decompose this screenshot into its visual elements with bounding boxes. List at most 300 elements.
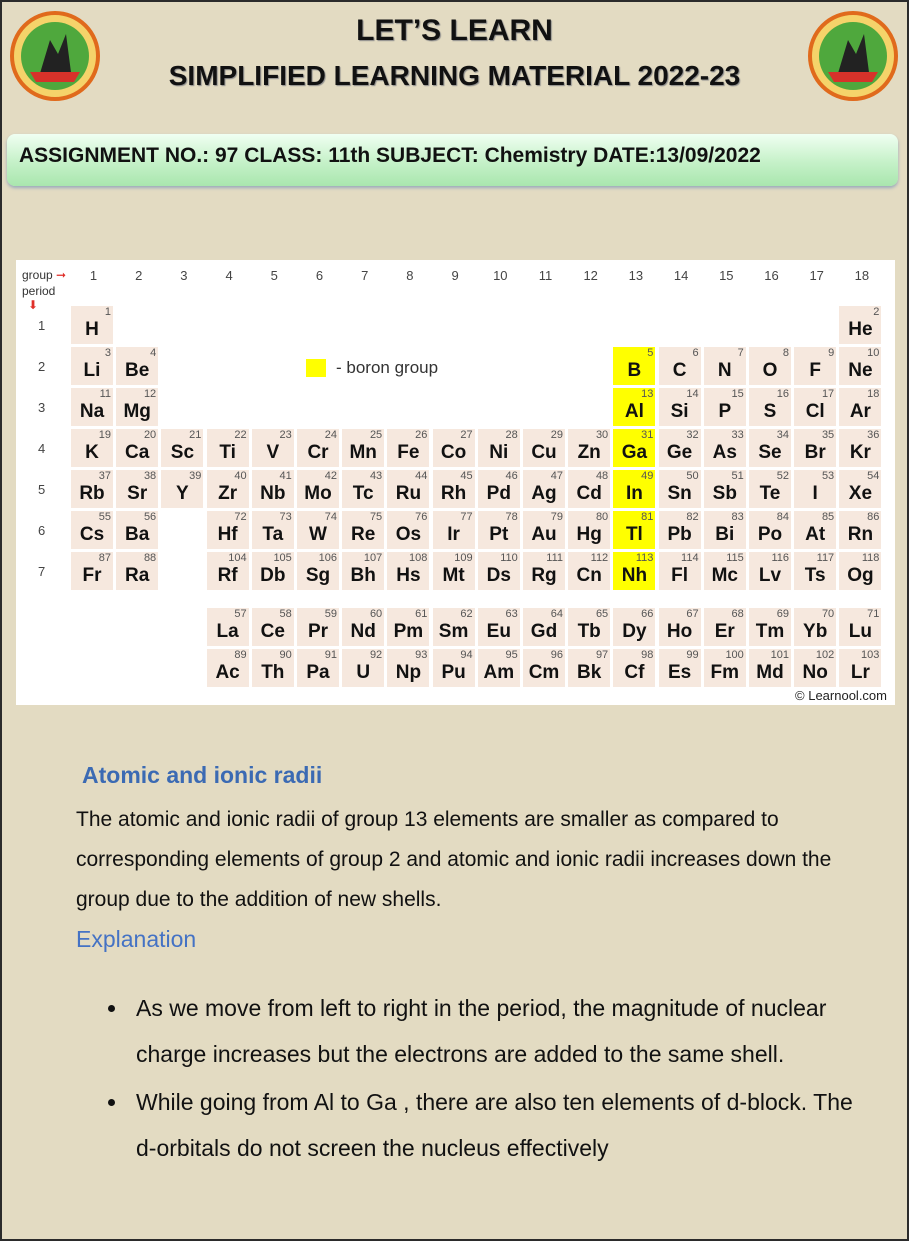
element-symbol: Ds: [486, 565, 511, 586]
credit-text: © Learnool.com: [795, 688, 887, 703]
element-symbol: Ta: [262, 524, 284, 545]
element-symbol: Cm: [528, 662, 560, 683]
element-cell-kr: [839, 429, 881, 467]
element-symbol: Ge: [666, 442, 693, 463]
legend-swatch: [306, 359, 326, 377]
section-heading: Atomic and ionic radii: [82, 762, 323, 788]
element-cell-zr: [207, 470, 249, 508]
atomic-number: 7: [737, 347, 744, 359]
atomic-number: 52: [776, 470, 789, 482]
element-symbol: Ho: [666, 621, 693, 642]
atomic-number: 44: [415, 470, 428, 482]
periodic-table: [16, 260, 895, 705]
element-cell-md: [749, 649, 791, 687]
element-symbol: Sg: [305, 565, 331, 586]
element-symbol: Sr: [127, 483, 148, 504]
atomic-number: 110: [500, 552, 518, 564]
element-symbol: La: [216, 621, 239, 642]
element-symbol: Pd: [486, 483, 511, 504]
element-cell-sm: [433, 608, 475, 646]
group-number: 12: [583, 268, 598, 283]
atomic-number: 118: [861, 552, 880, 564]
element-cell-ne: [839, 347, 881, 385]
group-label: group ➞: [22, 268, 67, 282]
atomic-number: 79: [550, 511, 563, 523]
group-number: 9: [451, 268, 459, 283]
atomic-number: 37: [98, 470, 111, 482]
list-item: [76, 1079, 866, 1171]
bullet-icon: [108, 1005, 115, 1012]
atomic-number: 62: [460, 608, 473, 620]
period-number: 7: [38, 564, 46, 579]
element-symbol: Am: [483, 662, 515, 683]
element-cell-u: [342, 649, 384, 687]
atomic-number: 29: [550, 429, 563, 441]
atomic-number: 5: [647, 347, 654, 359]
element-symbol: Zr: [218, 483, 238, 504]
element-symbol: I: [812, 483, 818, 504]
element-cell-in: [613, 470, 655, 508]
atomic-number: 17: [821, 388, 835, 400]
element-symbol: In: [625, 483, 643, 504]
element-cell-co: [433, 429, 475, 467]
element-cell-nd: [342, 608, 384, 646]
atomic-number: 80: [595, 511, 609, 523]
element-symbol: Lv: [758, 565, 782, 586]
element-symbol: Og: [847, 565, 874, 586]
atomic-number: 9: [828, 347, 835, 359]
atomic-number: 82: [686, 511, 699, 523]
element-cell-br: [794, 429, 836, 467]
element-symbol: Nb: [260, 483, 286, 504]
element-symbol: Si: [670, 401, 689, 422]
element-symbol: Ag: [531, 483, 557, 504]
element-cell-cu: [523, 429, 565, 467]
atomic-number: 36: [867, 429, 880, 441]
element-cell-pb: [659, 511, 701, 549]
atomic-number: 60: [369, 608, 383, 620]
element-cell-cf: [613, 649, 655, 687]
atomic-number: 65: [595, 608, 609, 620]
element-cell-pt: [478, 511, 520, 549]
arrow-right-icon: ➞: [56, 268, 67, 282]
list-item-text: While going from Al to Ga , there are also ten elements of d-block. The d-orbitals do not screen the nucleus effectively: [136, 1089, 853, 1161]
element-cell-o: [749, 347, 791, 385]
element-symbol: Be: [125, 360, 150, 381]
element-cell-rf: [207, 552, 249, 590]
element-symbol: Se: [758, 442, 782, 463]
atomic-number: 103: [861, 649, 880, 661]
element-cell-he: [839, 306, 881, 344]
atomic-number: 98: [641, 649, 654, 661]
element-cell-fm: [704, 649, 746, 687]
element-cell-hf: [207, 511, 249, 549]
atomic-number: 42: [324, 470, 337, 482]
atomic-number: 111: [546, 552, 563, 564]
atomic-number: 11: [99, 388, 111, 400]
element-cell-n: [704, 347, 746, 385]
element-symbol: Ti: [219, 442, 236, 463]
element-cell-ta: [252, 511, 294, 549]
atomic-number: 70: [821, 608, 835, 620]
atomic-number: 84: [776, 511, 789, 523]
element-symbol: Xe: [848, 483, 873, 504]
atomic-number: 72: [234, 511, 247, 523]
element-symbol: Lr: [850, 662, 870, 683]
element-symbol: Pu: [441, 662, 466, 683]
atomic-number: 114: [681, 552, 699, 564]
explanation-label: Explanation: [76, 926, 197, 952]
atomic-number: 41: [279, 470, 292, 482]
atomic-number: 77: [460, 511, 473, 523]
period-label: period: [22, 284, 56, 298]
group-number: 8: [406, 268, 414, 283]
element-cell-ir: [433, 511, 475, 549]
atomic-number: 104: [228, 552, 247, 564]
element-cell-s: [749, 388, 791, 426]
atomic-number: 8: [782, 347, 789, 359]
element-symbol: B: [627, 360, 642, 381]
atomic-number: 112: [590, 552, 609, 564]
element-symbol: Rf: [217, 565, 238, 586]
element-cell-cm: [523, 649, 565, 687]
element-cell-as: [704, 429, 746, 467]
atomic-number: 117: [816, 552, 835, 564]
list-item: [76, 985, 866, 1077]
element-symbol: Hg: [576, 524, 602, 545]
element-symbol: Te: [759, 483, 781, 504]
atomic-number: 26: [415, 429, 428, 441]
element-symbol: Co: [440, 442, 467, 463]
atomic-number: 48: [595, 470, 609, 482]
element-symbol: Pt: [489, 524, 509, 545]
atomic-number: 58: [279, 608, 292, 620]
atomic-number: 94: [460, 649, 473, 661]
element-symbol: Rh: [440, 483, 467, 504]
element-cell-ni: [478, 429, 520, 467]
element-cell-ts: [794, 552, 836, 590]
element-cell-bk: [568, 649, 610, 687]
atomic-number: 55: [98, 511, 111, 523]
element-symbol: Cd: [576, 483, 602, 504]
element-symbol: Tm: [755, 621, 785, 642]
element-symbol: Kr: [849, 442, 871, 463]
page-subtitle: SIMPLIFIED LEARNING MATERIAL 2022-23: [168, 60, 741, 91]
element-cell-er: [704, 608, 746, 646]
element-cell-cs: [71, 511, 113, 549]
element-cell-rb: [71, 470, 113, 508]
element-cell-li: [71, 347, 113, 385]
element-symbol: Ne: [848, 360, 873, 381]
element-symbol: Po: [757, 524, 783, 545]
atomic-number: 16: [776, 388, 789, 400]
element-symbol: No: [802, 662, 828, 683]
element-symbol: Pr: [307, 621, 329, 642]
element-symbol: Sm: [438, 621, 469, 642]
element-cell-ce: [252, 608, 294, 646]
element-cell-sg: [297, 552, 339, 590]
element-cell-zn: [568, 429, 610, 467]
atomic-number: 83: [731, 511, 744, 523]
atomic-number: 54: [867, 470, 880, 482]
atomic-number: 89: [234, 649, 247, 661]
atomic-number: 63: [505, 608, 518, 620]
element-symbol: Dy: [622, 621, 647, 642]
element-cell-mg: [116, 388, 158, 426]
atomic-number: 93: [415, 649, 428, 661]
group-number: 11: [538, 268, 553, 283]
atomic-number: 46: [505, 470, 518, 482]
period-number: 1: [38, 318, 46, 333]
element-symbol: Pb: [667, 524, 692, 545]
element-symbol: Fe: [397, 442, 420, 463]
element-symbol: Pa: [306, 662, 330, 683]
element-symbol: Fm: [710, 662, 740, 683]
atomic-number: 97: [595, 649, 609, 661]
element-cell-at: [794, 511, 836, 549]
element-cell-se: [749, 429, 791, 467]
element-cell-sc: [161, 429, 203, 467]
element-symbol: Re: [351, 524, 376, 545]
element-cell-yb: [794, 608, 836, 646]
element-cell-cl: [794, 388, 836, 426]
period-number: 6: [38, 523, 46, 538]
element-symbol: Ru: [395, 483, 422, 504]
atomic-number: 33: [731, 429, 744, 441]
element-cell-h: [71, 306, 113, 344]
atomic-number: 15: [731, 388, 744, 400]
element-cell-ge: [659, 429, 701, 467]
group-number: 15: [719, 268, 734, 283]
element-symbol: Sn: [667, 483, 692, 504]
atomic-number: 113: [635, 552, 654, 564]
element-cell-os: [387, 511, 429, 549]
element-cell-cn: [568, 552, 610, 590]
element-symbol: Br: [804, 442, 826, 463]
element-symbol: H: [85, 319, 99, 340]
element-symbol: Eu: [486, 621, 511, 642]
element-symbol: Al: [624, 401, 644, 422]
element-cell-fl: [659, 552, 701, 590]
element-cell-bh: [342, 552, 384, 590]
element-symbol: Mg: [123, 401, 151, 422]
element-symbol: Bk: [577, 662, 602, 683]
atomic-number: 18: [867, 388, 880, 400]
element-cell-ga: [613, 429, 655, 467]
element-cell-ru: [387, 470, 429, 508]
atomic-number: 64: [550, 608, 563, 620]
element-cell-pm: [387, 608, 429, 646]
atomic-number: 107: [363, 552, 383, 564]
element-cell-sn: [659, 470, 701, 508]
element-cell-c: [659, 347, 701, 385]
element-cell-eu: [478, 608, 520, 646]
element-symbol: Nd: [350, 621, 376, 642]
atomic-number: 91: [324, 649, 337, 661]
atomic-number: 61: [415, 608, 428, 620]
element-cell-lv: [749, 552, 791, 590]
element-cell-dy: [613, 608, 655, 646]
element-symbol: Ni: [489, 442, 509, 463]
element-symbol: Pm: [393, 621, 424, 642]
element-symbol: Md: [756, 662, 784, 683]
element-cell-cd: [568, 470, 610, 508]
element-symbol: Tc: [352, 483, 374, 504]
element-cell-gd: [523, 608, 565, 646]
group-number: 1: [89, 268, 98, 283]
atomic-number: 90: [279, 649, 292, 661]
page-title: LET’S LEARN: [356, 14, 553, 47]
element-cell-y: [161, 470, 203, 508]
element-symbol: Cu: [531, 442, 557, 463]
atomic-number: 20: [143, 429, 157, 441]
atomic-number: 53: [821, 470, 835, 482]
element-symbol: Yb: [803, 621, 828, 642]
element-cell-ra: [116, 552, 158, 590]
element-symbol: Nh: [621, 565, 648, 586]
element-cell-ds: [478, 552, 520, 590]
element-cell-rg: [523, 552, 565, 590]
element-cell-v: [252, 429, 294, 467]
element-symbol: Gd: [530, 621, 558, 642]
atomic-number: 78: [505, 511, 518, 523]
atomic-number: 6: [692, 347, 699, 359]
element-symbol: Cr: [307, 442, 329, 463]
atomic-number: 76: [415, 511, 428, 523]
element-cell-lr: [839, 649, 881, 687]
element-symbol: Rg: [531, 565, 557, 586]
element-cell-tc: [342, 470, 384, 508]
element-symbol: Au: [531, 524, 557, 545]
element-symbol: Mn: [349, 442, 377, 463]
element-symbol: Ce: [260, 621, 285, 642]
atomic-number: 39: [189, 470, 202, 482]
element-symbol: Np: [395, 662, 422, 683]
element-cell-si: [659, 388, 701, 426]
element-symbol: Tb: [577, 621, 601, 642]
element-symbol: C: [672, 360, 687, 381]
group-number: 6: [315, 268, 324, 283]
element-cell-hs: [387, 552, 429, 590]
element-symbol: P: [718, 401, 732, 422]
atomic-number: 66: [641, 608, 654, 620]
element-cell-xe: [839, 470, 881, 508]
legend-label: - boron group: [336, 358, 439, 377]
element-cell-cr: [297, 429, 339, 467]
element-cell-b: [613, 347, 655, 385]
group-number: 16: [764, 268, 779, 283]
element-symbol: Ca: [125, 442, 150, 463]
element-cell-te: [749, 470, 791, 508]
element-cell-tm: [749, 608, 791, 646]
element-cell-mn: [342, 429, 384, 467]
element-cell-no: [794, 649, 836, 687]
element-symbol: Li: [83, 360, 101, 381]
element-cell-og: [839, 552, 881, 590]
atomic-number: 40: [234, 470, 247, 482]
atomic-number: 81: [641, 511, 654, 523]
element-symbol: Cn: [576, 565, 602, 586]
group-number: 7: [361, 268, 369, 283]
atomic-number: 3: [104, 347, 111, 359]
atomic-number: 1: [104, 306, 111, 318]
element-cell-nh: [613, 552, 655, 590]
group-number: 13: [628, 268, 644, 283]
element-symbol: Na: [79, 401, 105, 422]
atomic-number: 31: [641, 429, 654, 441]
element-cell-mo: [297, 470, 339, 508]
element-cell-ho: [659, 608, 701, 646]
element-symbol: Sb: [712, 483, 737, 504]
element-symbol: Mt: [442, 565, 465, 586]
element-cell-p: [704, 388, 746, 426]
element-symbol: W: [309, 524, 327, 545]
atomic-number: 88: [143, 552, 157, 564]
group-number: 3: [180, 268, 188, 283]
period-number: 4: [38, 441, 46, 456]
atomic-number: 45: [460, 470, 473, 482]
element-cell-ba: [116, 511, 158, 549]
element-symbol: Rn: [847, 524, 874, 545]
element-symbol: Os: [395, 524, 422, 545]
element-symbol: Hs: [396, 565, 421, 586]
group-number: 4: [225, 268, 233, 283]
element-cell-la: [207, 608, 249, 646]
element-symbol: Ga: [621, 442, 648, 463]
element-cell-be: [116, 347, 158, 385]
atomic-number: 10: [867, 347, 880, 359]
element-cell-pu: [433, 649, 475, 687]
element-symbol: U: [356, 662, 371, 683]
group-number: 2: [135, 268, 143, 283]
element-symbol: Cf: [624, 662, 645, 683]
atomic-number: 47: [550, 470, 563, 482]
atomic-number: 59: [324, 608, 337, 620]
element-symbol: Mo: [304, 483, 332, 504]
element-symbol: Cl: [805, 401, 825, 422]
element-symbol: Rb: [79, 483, 105, 504]
atomic-number: 92: [369, 649, 383, 661]
atomic-number: 51: [731, 470, 744, 482]
atomic-number: 115: [726, 552, 744, 564]
element-symbol: Ar: [849, 401, 871, 422]
atomic-number: 108: [409, 552, 428, 564]
atomic-number: 95: [505, 649, 518, 661]
element-cell-hg: [568, 511, 610, 549]
element-cell-ac: [207, 649, 249, 687]
element-cell-nb: [252, 470, 294, 508]
element-symbol: Mc: [711, 565, 738, 586]
element-cell-db: [252, 552, 294, 590]
atomic-number: 96: [550, 649, 563, 661]
atomic-number: 38: [143, 470, 157, 482]
atomic-number: 106: [318, 552, 337, 564]
atomic-number: 101: [770, 649, 789, 661]
element-symbol: Ra: [125, 565, 150, 586]
atomic-number: 34: [776, 429, 789, 441]
element-symbol: Ba: [125, 524, 150, 545]
element-cell-rn: [839, 511, 881, 549]
assignment-banner: [7, 134, 898, 186]
atomic-number: 68: [731, 608, 744, 620]
element-cell-th: [252, 649, 294, 687]
atomic-number: 102: [815, 649, 835, 661]
atomic-number: 27: [460, 429, 473, 441]
atomic-number: 13: [641, 388, 654, 400]
atomic-number: 50: [686, 470, 699, 482]
element-cell-fr: [71, 552, 113, 590]
atomic-number: 56: [143, 511, 157, 523]
